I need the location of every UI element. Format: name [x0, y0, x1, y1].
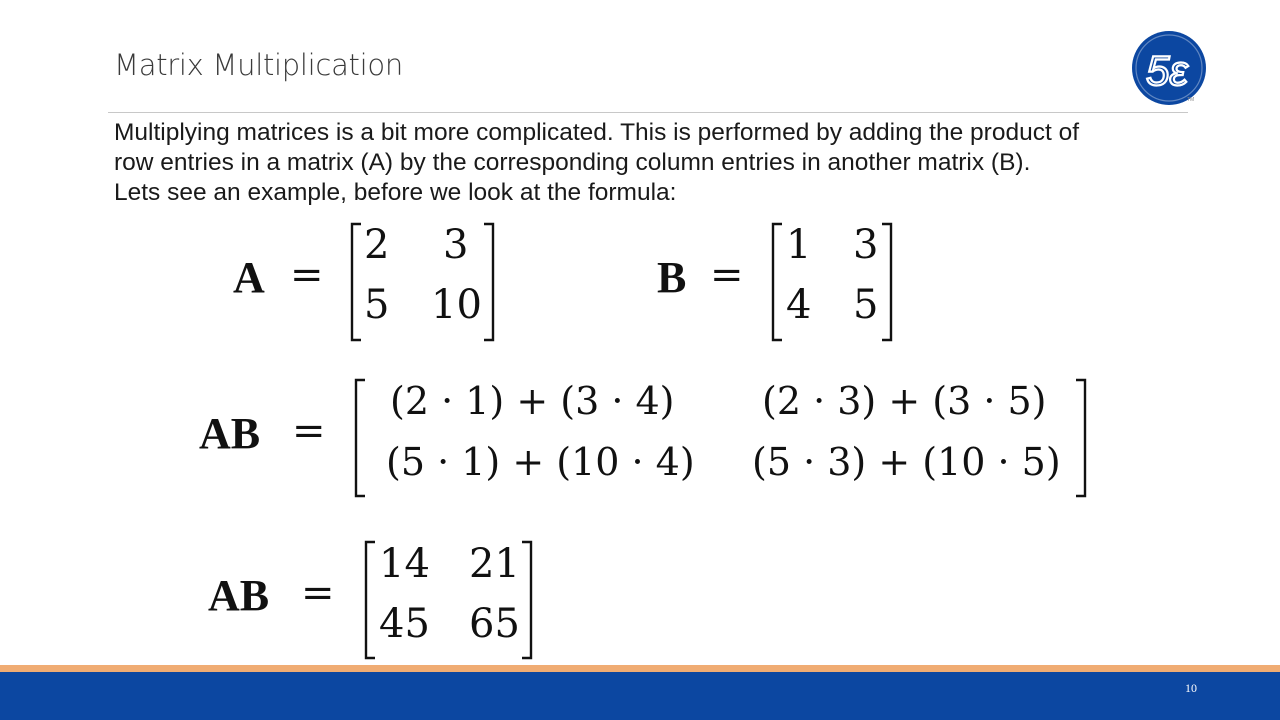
- right-bracket: [482, 222, 496, 342]
- product-label: AB: [208, 571, 270, 620]
- matrix-a-entry: 10: [431, 282, 482, 328]
- body-line: Lets see an example, before we look at the formula:: [114, 179, 677, 206]
- equals-sign: =: [301, 570, 335, 616]
- matrix-a-label: A: [233, 253, 265, 302]
- matrix-b-entry: 1: [786, 222, 812, 268]
- slide-title: Matrix Multiplication: [114, 48, 403, 82]
- left-bracket: [363, 540, 377, 660]
- body-paragraph: [114, 118, 1224, 208]
- footer-bar: [0, 672, 1280, 720]
- expanded-entry: (5 · 1) + (10 · 4): [386, 440, 695, 484]
- expanded-entry: (2 · 1) + (3 · 4): [390, 379, 675, 423]
- expanded-entry: (2 · 3) + (3 · 5): [762, 379, 1047, 423]
- right-bracket: [1074, 378, 1088, 498]
- expanded-entry: (5 · 3) + (10 · 5): [752, 440, 1061, 484]
- footer-accent-stripe: [0, 665, 1280, 672]
- equals-sign: =: [290, 252, 324, 298]
- right-bracket: [880, 222, 894, 342]
- body-line: row entries in a matrix (A) by the corresponding column entries in another matrix (B).: [114, 149, 1031, 176]
- result-entry: 65: [469, 601, 520, 647]
- right-bracket: [520, 540, 534, 660]
- left-bracket: [349, 222, 363, 342]
- brand-logo: [1130, 30, 1208, 106]
- page-number: 10: [1185, 681, 1197, 695]
- matrix-b-entry: 5: [853, 282, 879, 328]
- body-line: Multiplying matrices is a bit more complicated. This is performed by adding the product of: [114, 119, 1080, 146]
- left-bracket: [353, 378, 367, 498]
- matrix-b-entry: 4: [786, 282, 812, 328]
- brand-logo-text: 5ε: [1146, 47, 1188, 94]
- result-entry: 14: [379, 541, 430, 587]
- matrix-a-entry: 5: [364, 282, 390, 328]
- product-label: AB: [199, 409, 261, 458]
- matrix-a-entry: 3: [443, 222, 469, 268]
- matrix-a-entry: 2: [364, 222, 390, 268]
- trademark-mark: TM: [1187, 97, 1195, 103]
- result-entry: 21: [469, 541, 520, 587]
- matrix-b-entry: 3: [853, 222, 879, 268]
- matrix-b-label: B: [657, 253, 687, 302]
- equals-sign: =: [710, 252, 744, 298]
- left-bracket: [770, 222, 784, 342]
- equals-sign: =: [292, 408, 326, 454]
- title-divider: [108, 112, 1188, 113]
- result-entry: 45: [379, 601, 430, 647]
